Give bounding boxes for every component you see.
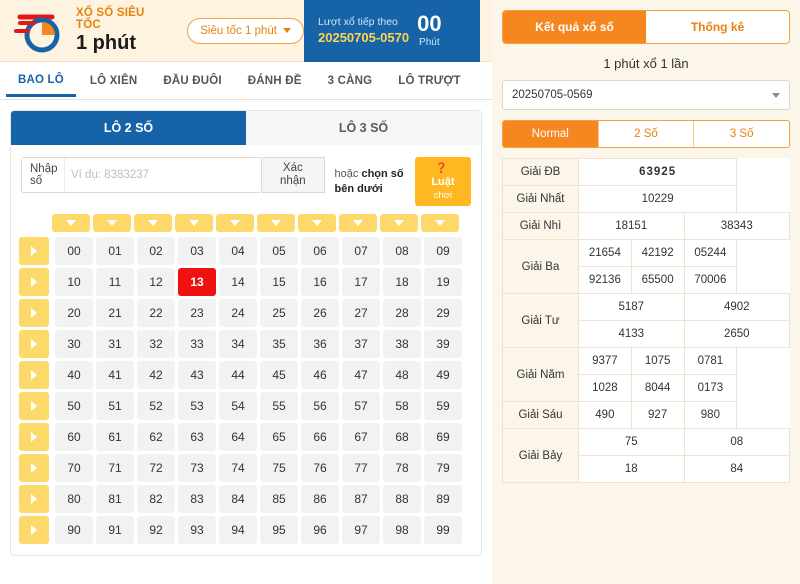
number-cell-71[interactable]: 71 xyxy=(96,454,134,482)
number-input[interactable] xyxy=(64,158,261,192)
prize-number: 18 xyxy=(579,456,685,483)
number-cell-52[interactable]: 52 xyxy=(137,392,175,420)
rules-button[interactable] xyxy=(415,157,471,206)
number-cell-55[interactable]: 55 xyxy=(260,392,298,420)
number-cell-61[interactable]: 61 xyxy=(96,423,134,451)
top-header-bar xyxy=(0,0,492,62)
number-cell-57[interactable]: 57 xyxy=(342,392,380,420)
chevron-right-icon xyxy=(31,525,37,535)
number-cell-47[interactable]: 47 xyxy=(342,361,380,389)
prize-number: 2650 xyxy=(684,321,790,348)
brand-title: 1 phút xyxy=(76,31,136,54)
number-cell-46[interactable]: 46 xyxy=(301,361,339,389)
bet-input-row xyxy=(11,145,481,214)
number-cell-49[interactable]: 49 xyxy=(424,361,462,389)
col-select-2[interactable] xyxy=(134,214,172,232)
rules-button-label: Luật xyxy=(431,175,455,188)
question-circle-icon: ❓ xyxy=(435,163,448,174)
grid-row xyxy=(19,392,473,420)
number-cell-40[interactable]: 40 xyxy=(55,361,93,389)
number-cell-51[interactable]: 51 xyxy=(96,392,134,420)
chevron-down-icon xyxy=(271,220,281,226)
number-cell-81[interactable]: 81 xyxy=(96,485,134,513)
column-select-row xyxy=(52,214,473,232)
number-cell-76[interactable]: 76 xyxy=(301,454,339,482)
chevron-right-icon xyxy=(31,246,37,256)
number-cell-73[interactable]: 73 xyxy=(178,454,216,482)
col-select-5[interactable] xyxy=(257,214,295,232)
row-select-1[interactable] xyxy=(19,268,49,296)
row-select-8[interactable] xyxy=(19,485,49,513)
prize-label: Giải Ba xyxy=(503,240,579,294)
countdown-unit: Phút xyxy=(419,37,440,48)
number-cell-83[interactable]: 83 xyxy=(178,485,216,513)
prize-number: 9377 xyxy=(579,348,632,375)
prize-row xyxy=(503,159,790,186)
result-mode-toggle xyxy=(502,120,790,148)
number-cell-59[interactable]: 59 xyxy=(424,392,462,420)
prize-number: 5187 xyxy=(579,294,685,321)
number-cell-62[interactable]: 62 xyxy=(137,423,175,451)
number-cell-91[interactable]: 91 xyxy=(96,516,134,544)
tab-lo-xien[interactable]: LÔ XIÊN xyxy=(89,75,138,87)
number-cell-30[interactable]: 30 xyxy=(55,330,93,358)
tab-bao-lo[interactable]: BAO LÔ xyxy=(6,65,76,97)
number-cell-87[interactable]: 87 xyxy=(342,485,380,513)
mode-3-so[interactable]: 3 Số xyxy=(693,121,789,147)
number-cell-22[interactable]: 22 xyxy=(137,299,175,327)
prize-number: 927 xyxy=(631,402,684,429)
chevron-right-icon xyxy=(31,401,37,411)
number-cell-15[interactable]: 15 xyxy=(260,268,298,296)
results-subtitle: 1 phút xổ 1 lần xyxy=(603,56,689,71)
bet-panel xyxy=(0,100,492,566)
number-cell-86[interactable]: 86 xyxy=(301,485,339,513)
brand-subtitle: XỔ SỐ SIÊU TỐC xyxy=(76,6,145,31)
number-cell-29[interactable]: 29 xyxy=(424,299,462,327)
rules-button-sublabel: chơi xyxy=(433,189,453,201)
number-cell-28[interactable]: 28 xyxy=(383,299,421,327)
prize-number: 1075 xyxy=(631,348,684,375)
number-cell-48[interactable]: 48 xyxy=(383,361,421,389)
number-cell-65[interactable]: 65 xyxy=(260,423,298,451)
lottery-clock-icon xyxy=(12,9,68,53)
prize-row xyxy=(503,240,790,267)
speed-mode-label: Siêu tốc 1 phút xyxy=(200,24,277,37)
countdown-value: 00 xyxy=(417,11,442,36)
number-cell-78[interactable]: 78 xyxy=(383,454,421,482)
number-cell-72[interactable]: 72 xyxy=(137,454,175,482)
number-cell-41[interactable]: 41 xyxy=(96,361,134,389)
tab-statistics[interactable]: Thống kê xyxy=(646,11,789,43)
or-hint-bold: chọn số bên dưới xyxy=(334,168,404,195)
col-select-7[interactable] xyxy=(339,214,377,232)
chevron-down-icon xyxy=(230,220,240,226)
number-grid xyxy=(11,214,481,555)
number-cell-74[interactable]: 74 xyxy=(219,454,257,482)
number-cell-67[interactable]: 67 xyxy=(342,423,380,451)
chevron-right-icon xyxy=(31,432,37,442)
number-cell-17[interactable]: 17 xyxy=(342,268,380,296)
number-cell-06[interactable]: 06 xyxy=(301,237,339,265)
grid-row xyxy=(19,330,473,358)
number-cell-10[interactable]: 10 xyxy=(55,268,93,296)
number-cell-84[interactable]: 84 xyxy=(219,485,257,513)
results-tabs xyxy=(502,10,790,44)
number-cell-00[interactable]: 00 xyxy=(55,237,93,265)
prize-number: 980 xyxy=(684,402,737,429)
number-cell-37[interactable]: 37 xyxy=(342,330,380,358)
col-select-6[interactable] xyxy=(298,214,336,232)
brand-logo xyxy=(12,7,171,55)
prize-table-body xyxy=(503,159,790,483)
grid-row xyxy=(19,454,473,482)
number-cell-79[interactable]: 79 xyxy=(424,454,462,482)
prize-number: 38343 xyxy=(684,213,790,240)
number-cell-75[interactable]: 75 xyxy=(260,454,298,482)
number-cell-95[interactable]: 95 xyxy=(260,516,298,544)
prize-number: 65500 xyxy=(631,267,684,294)
prize-number: 10229 xyxy=(579,186,737,213)
prize-number: 08 xyxy=(684,429,790,456)
number-cell-85[interactable]: 85 xyxy=(260,485,298,513)
chevron-right-icon xyxy=(31,277,37,287)
prize-number: 0173 xyxy=(684,375,737,402)
tab-lo-truot[interactable]: LÔ TRƯỢT xyxy=(398,75,461,87)
prize-label: Giải ĐB xyxy=(503,159,579,186)
prize-label: Giải Tư xyxy=(503,294,579,348)
prize-label: Giải Bảy xyxy=(503,429,579,483)
chevron-down-icon xyxy=(189,220,199,226)
mode-2-so[interactable]: 2 Số xyxy=(598,121,694,147)
number-cell-19[interactable]: 19 xyxy=(424,268,462,296)
chevron-down-icon xyxy=(312,220,322,226)
number-cell-82[interactable]: 82 xyxy=(137,485,175,513)
prize-number: 8044 xyxy=(631,375,684,402)
number-cell-38[interactable]: 38 xyxy=(383,330,421,358)
prize-number: 1028 xyxy=(579,375,632,402)
row-select-6[interactable] xyxy=(19,423,49,451)
number-cell-26[interactable]: 26 xyxy=(301,299,339,327)
tab-3-cang[interactable]: 3 CÀNG xyxy=(327,75,373,87)
number-cell-97[interactable]: 97 xyxy=(342,516,380,544)
or-hint-plain: hoặc xyxy=(334,168,362,181)
col-select-3[interactable] xyxy=(175,214,213,232)
number-cell-33[interactable]: 33 xyxy=(178,330,216,358)
draw-select[interactable] xyxy=(502,80,790,110)
number-cell-96[interactable]: 96 xyxy=(301,516,339,544)
number-cell-21[interactable]: 21 xyxy=(96,299,134,327)
number-cell-94[interactable]: 94 xyxy=(219,516,257,544)
chevron-down-icon xyxy=(283,28,291,33)
prize-number: 4902 xyxy=(684,294,790,321)
row-select-0[interactable] xyxy=(19,237,49,265)
number-cell-58[interactable]: 58 xyxy=(383,392,421,420)
draw-select-value: 20250705-0569 xyxy=(512,89,593,101)
prize-number: 21654 xyxy=(579,240,632,267)
prize-row xyxy=(503,294,790,321)
prize-row xyxy=(503,186,790,213)
mode-normal[interactable]: Normal xyxy=(503,121,598,147)
next-draw-texts xyxy=(318,16,409,45)
prize-row xyxy=(503,348,790,375)
number-cell-36[interactable]: 36 xyxy=(301,330,339,358)
grid-row xyxy=(19,516,473,544)
number-input-label: Nhập số xyxy=(30,162,58,187)
prize-number: 70006 xyxy=(684,267,737,294)
prize-number: 490 xyxy=(579,402,632,429)
number-cell-16[interactable]: 16 xyxy=(301,268,339,296)
number-cell-66[interactable]: 66 xyxy=(301,423,339,451)
col-select-4[interactable] xyxy=(216,214,254,232)
number-cell-02[interactable]: 02 xyxy=(137,237,175,265)
grid-row xyxy=(19,237,473,265)
confirm-button[interactable]: Xác nhận xyxy=(262,157,324,193)
chevron-down-icon xyxy=(66,220,76,226)
prize-row xyxy=(503,402,790,429)
number-cell-63[interactable]: 63 xyxy=(178,423,216,451)
grid-row xyxy=(19,361,473,389)
number-input-group xyxy=(21,157,262,193)
number-cell-56[interactable]: 56 xyxy=(301,392,339,420)
col-select-1[interactable] xyxy=(93,214,131,232)
number-cell-25[interactable]: 25 xyxy=(260,299,298,327)
chevron-right-icon xyxy=(31,339,37,349)
number-cell-70[interactable]: 70 xyxy=(55,454,93,482)
subtab-lo-3-so[interactable]: LÔ 3 SỐ xyxy=(246,111,481,145)
col-select-0[interactable] xyxy=(52,214,90,232)
number-cell-27[interactable]: 27 xyxy=(342,299,380,327)
col-select-9[interactable] xyxy=(421,214,459,232)
row-select-5[interactable] xyxy=(19,392,49,420)
prize-row xyxy=(503,429,790,456)
number-cell-69[interactable]: 69 xyxy=(424,423,462,451)
prize-number: 75 xyxy=(579,429,685,456)
tab-results[interactable]: Kết quả xổ số xyxy=(503,11,646,43)
number-cell-89[interactable]: 89 xyxy=(424,485,462,513)
chevron-down-icon xyxy=(772,93,780,98)
bet-card xyxy=(10,110,482,556)
prize-number: 0781 xyxy=(684,348,737,375)
number-cell-07[interactable]: 07 xyxy=(342,237,380,265)
number-cell-04[interactable]: 04 xyxy=(219,237,257,265)
prize-row xyxy=(503,213,790,240)
prize-number: 18151 xyxy=(579,213,685,240)
next-draw-banner xyxy=(304,0,480,62)
number-cell-77[interactable]: 77 xyxy=(342,454,380,482)
results-panel xyxy=(492,0,800,584)
number-cell-39[interactable]: 39 xyxy=(424,330,462,358)
number-cell-42[interactable]: 42 xyxy=(137,361,175,389)
number-cell-98[interactable]: 98 xyxy=(383,516,421,544)
prize-number: 63925 xyxy=(579,159,737,186)
number-cell-20[interactable]: 20 xyxy=(55,299,93,327)
number-cell-18[interactable]: 18 xyxy=(383,268,421,296)
chevron-down-icon xyxy=(148,220,158,226)
prize-label: Giải Sáu xyxy=(503,402,579,429)
number-cell-09[interactable]: 09 xyxy=(424,237,462,265)
number-cell-43[interactable]: 43 xyxy=(178,361,216,389)
prize-label: Giải Năm xyxy=(503,348,579,402)
number-cell-08[interactable]: 08 xyxy=(383,237,421,265)
grid-row xyxy=(19,485,473,513)
row-select-3[interactable] xyxy=(19,330,49,358)
number-cell-11[interactable]: 11 xyxy=(96,268,134,296)
number-cell-14[interactable]: 14 xyxy=(219,268,257,296)
row-select-4[interactable] xyxy=(19,361,49,389)
prize-number: 92136 xyxy=(579,267,632,294)
prize-number: 4133 xyxy=(579,321,685,348)
grid-row xyxy=(19,423,473,451)
countdown-timer xyxy=(417,13,441,48)
subtab-lo-2-so[interactable]: LÔ 2 SỐ xyxy=(11,111,246,145)
number-cell-60[interactable]: 60 xyxy=(55,423,93,451)
number-cell-92[interactable]: 92 xyxy=(137,516,175,544)
number-cell-50[interactable]: 50 xyxy=(55,392,93,420)
game-type-tabs xyxy=(0,62,492,100)
col-select-8[interactable] xyxy=(380,214,418,232)
prize-number: 84 xyxy=(684,456,790,483)
grid-rows xyxy=(19,237,473,544)
number-cell-53[interactable]: 53 xyxy=(178,392,216,420)
row-select-2[interactable] xyxy=(19,299,49,327)
speed-mode-dropdown[interactable] xyxy=(187,18,304,44)
chevron-right-icon xyxy=(31,463,37,473)
number-cell-93[interactable]: 93 xyxy=(178,516,216,544)
number-cell-44[interactable]: 44 xyxy=(219,361,257,389)
number-cell-35[interactable]: 35 xyxy=(260,330,298,358)
number-cell-90[interactable]: 90 xyxy=(55,516,93,544)
number-cell-88[interactable]: 88 xyxy=(383,485,421,513)
prize-number: 42192 xyxy=(631,240,684,267)
number-cell-68[interactable]: 68 xyxy=(383,423,421,451)
number-cell-32[interactable]: 32 xyxy=(137,330,175,358)
row-select-7[interactable] xyxy=(19,454,49,482)
grid-row xyxy=(19,268,473,296)
number-cell-80[interactable]: 80 xyxy=(55,485,93,513)
chevron-down-icon xyxy=(353,220,363,226)
bet-subtabs xyxy=(11,111,481,145)
number-cell-12[interactable]: 12 xyxy=(137,268,175,296)
number-cell-01[interactable]: 01 xyxy=(96,237,134,265)
chevron-right-icon xyxy=(31,370,37,380)
row-select-9[interactable] xyxy=(19,516,49,544)
next-draw-label: Lượt xổ tiếp theo xyxy=(318,16,398,28)
prize-number: 05244 xyxy=(684,240,737,267)
number-cell-64[interactable]: 64 xyxy=(219,423,257,451)
number-cell-54[interactable]: 54 xyxy=(219,392,257,420)
number-cell-24[interactable]: 24 xyxy=(219,299,257,327)
number-cell-05[interactable]: 05 xyxy=(260,237,298,265)
chevron-down-icon xyxy=(394,220,404,226)
prize-results-table xyxy=(502,158,790,483)
number-cell-45[interactable]: 45 xyxy=(260,361,298,389)
prize-label: Giải Nhì xyxy=(503,213,579,240)
number-cell-03[interactable]: 03 xyxy=(178,237,216,265)
chevron-right-icon xyxy=(31,494,37,504)
number-cell-23[interactable]: 23 xyxy=(178,299,216,327)
chevron-right-icon xyxy=(31,308,37,318)
prize-label: Giải Nhất xyxy=(503,186,579,213)
number-cell-31[interactable]: 31 xyxy=(96,330,134,358)
grid-row xyxy=(19,299,473,327)
tab-dau-duoi[interactable]: ĐẦU ĐUÔI xyxy=(163,75,222,87)
number-cell-13[interactable]: 13 xyxy=(178,268,216,296)
next-draw-code: 20250705-0570 xyxy=(318,30,410,45)
or-hint-text xyxy=(335,167,415,196)
number-cell-99[interactable]: 99 xyxy=(424,516,462,544)
tab-danh-de[interactable]: ĐÁNH ĐỀ xyxy=(247,75,302,87)
chevron-down-icon xyxy=(107,220,117,226)
chevron-down-icon xyxy=(435,220,445,226)
number-cell-34[interactable]: 34 xyxy=(219,330,257,358)
